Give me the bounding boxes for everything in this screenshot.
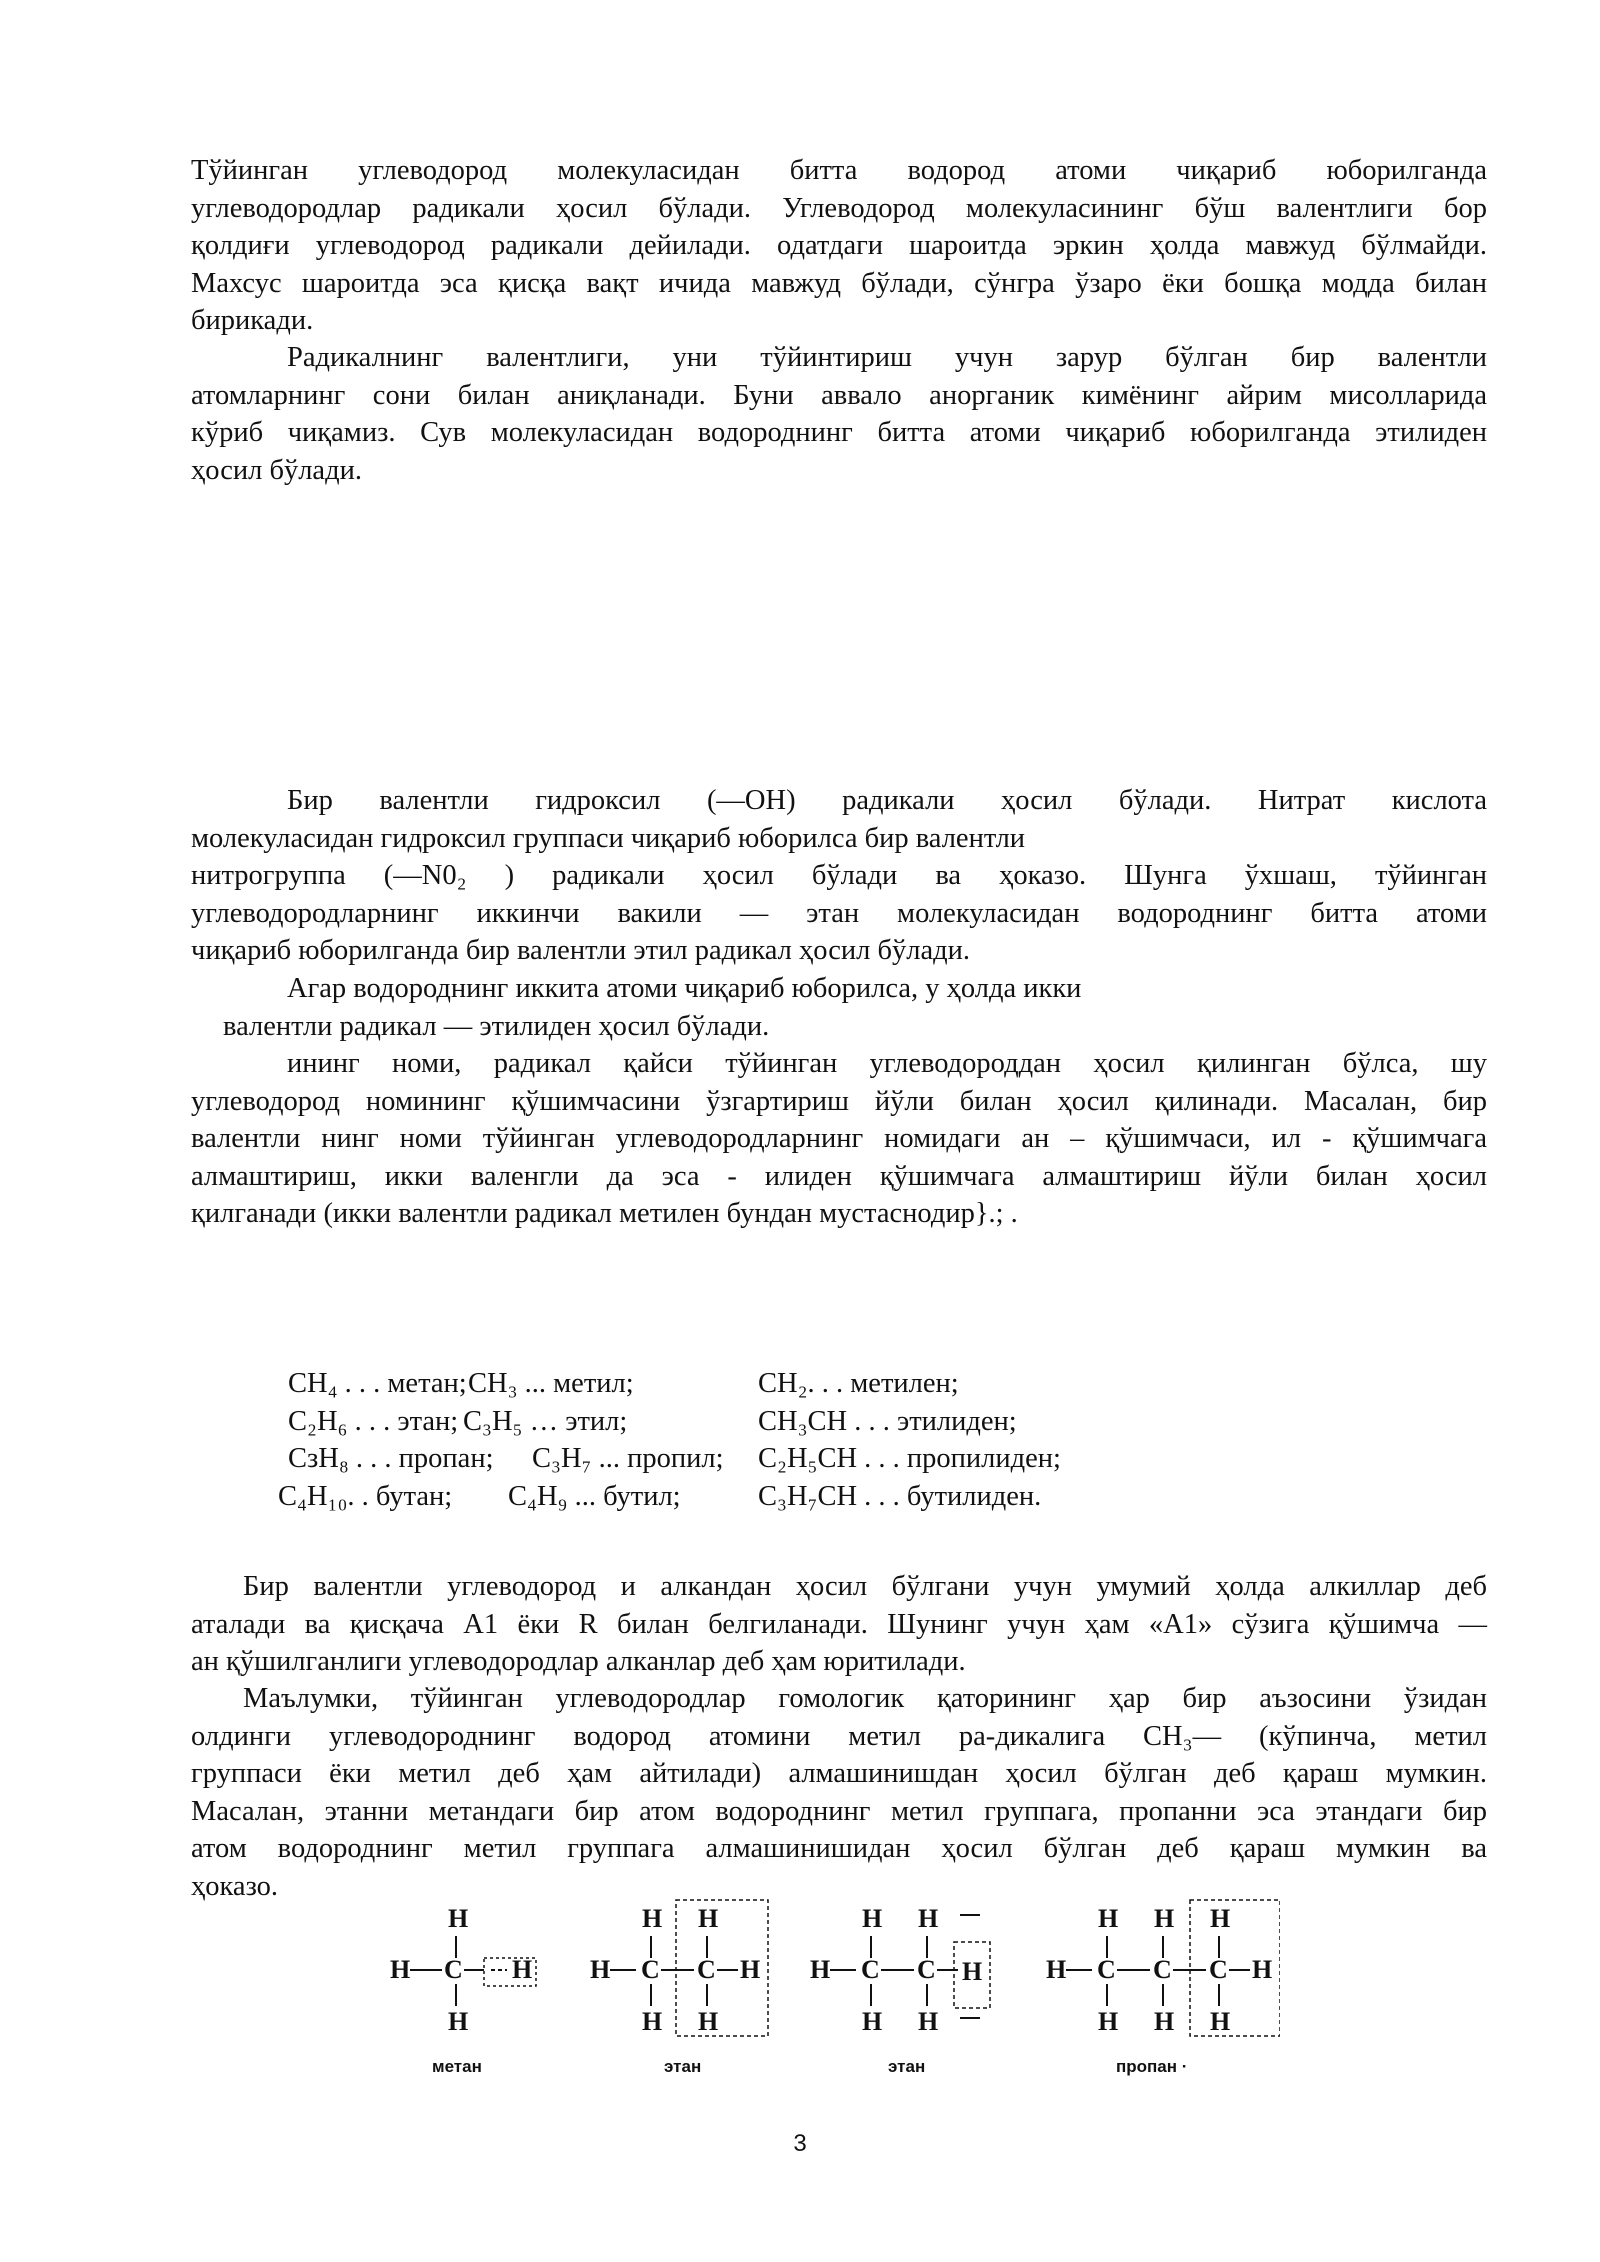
formula-alkane: СН₄ . . . метан;: [288, 1368, 467, 1399]
svg-text:C: C: [917, 1955, 936, 1984]
text-line: Бир валентли гидроксил (—ОН) радикали ҳосил бўлади. Нитрат кислота: [287, 785, 1487, 816]
formula-alkane: С₂Н₆ . . . этан;: [288, 1405, 459, 1437]
svg-text:H: H: [740, 1955, 761, 1984]
paragraph-6: [191, 1568, 1487, 1681]
text-line: қолдиғи углеводород радикали дейилади. одатдаги шароитда эркин ҳолда мавжуд бўлмайди.: [191, 230, 1487, 261]
text-line: олдинги углеводороднинг водород атомини метил ра-дикалига СН₃— (кўпинча, метил: [191, 1720, 1487, 1752]
svg-text:H: H: [1098, 2007, 1119, 2036]
svg-text:H: H: [1154, 2007, 1175, 2036]
formula-diradical: СН₂. . . метилен;: [758, 1368, 959, 1399]
structure-label: метан: [432, 2057, 482, 2076]
page-number: 3: [793, 2130, 807, 2157]
svg-text:H: H: [642, 2007, 663, 2036]
propane-structure: [1046, 1900, 1280, 2036]
formula-radical: С₄Н₉ ... бутил;: [508, 1480, 681, 1512]
formula-alkane: С₄Н₁₀. . бутан;: [278, 1480, 453, 1512]
text-line: атомларнинг сони билан аниқланади. Буни аввало анорганик кимёнинг айрим мисолларида: [191, 379, 1487, 411]
paragraph-5: [191, 1045, 1487, 1233]
text-line: бирикади.: [191, 305, 314, 336]
formula-radical: С₃Н₅ … этил;: [463, 1405, 628, 1437]
text-line: Радикалнинг валентлиги, уни тўйинтириш учун зарур бўлган бир валентли: [287, 342, 1487, 373]
svg-text:H: H: [390, 1955, 411, 1984]
svg-text:H: H: [698, 1904, 719, 1933]
svg-text:C: C: [1153, 1955, 1172, 1984]
svg-text:H: H: [448, 2007, 469, 2036]
structure-label: пропан ·: [1116, 2057, 1188, 2076]
text-line: валентли радикал — этилиден ҳосил бўлади.: [223, 1010, 770, 1042]
svg-text:H: H: [1046, 1955, 1067, 1984]
text-line: алмаштириш, икки валенгли да эса - илиден қўшимчага алмаштириш йўли билан ҳосил: [191, 1160, 1487, 1192]
svg-text:H: H: [1210, 2007, 1231, 2036]
svg-text:C: C: [444, 1955, 463, 1984]
text-line: чиқариб юборилганда бир валентли этил радикал ҳосил бўлади.: [191, 935, 970, 966]
ethane-structure: [810, 1904, 990, 2036]
formula-radical: СН₃ ... метил;: [468, 1368, 634, 1399]
svg-text:C: C: [1209, 1955, 1228, 1984]
text-line: Масалан, этанни метандаги бир атом водороднинг метил группага, пропанни эса этандаги бир: [191, 1795, 1487, 1827]
text-line: углеводородлар радикали ҳосил бўлади. Углеводород молекуласининг бўш валентлиги бор: [191, 192, 1487, 224]
text-line: қилганади (икки валентли радикал метилен бундан мустаснодир}.; .: [191, 1198, 1018, 1229]
formula-diradical: С₃Н₇СН . . . бутилиден.: [758, 1480, 1042, 1512]
structural-formulas-diagram: [380, 1890, 1280, 2080]
text-line: нитрогруппа (—N0₂ ) радикали ҳосил бўлади ва ҳоказо. Шунга ўхшаш, тўйинган: [191, 860, 1487, 891]
svg-text:H: H: [642, 1904, 663, 1933]
svg-text:H: H: [448, 1904, 469, 1933]
text-line: группаси ёки метил деб ҳам айтилади) алмашинишдан ҳосил бўлган деб қараш мумкин.: [191, 1758, 1487, 1789]
text-line: кўриб чиқамиз. Сув молекуласидан водороднинг битта атоми чиқариб юборилганда этилиден: [191, 417, 1487, 448]
paragraph-2: [191, 339, 1487, 489]
text-line: ҳосил бўлади.: [191, 454, 362, 486]
structure-label: этан: [888, 2057, 926, 2076]
svg-text:H: H: [698, 2007, 719, 2036]
paragraph-7: [191, 1680, 1487, 1905]
text-line: молекуласидан гидроксил группаси чиқариб юборилса бир валентли: [191, 822, 1026, 854]
text-line: Тўйинган углеводород молекуласидан битта водород атоми чиқариб юборилганда: [191, 155, 1487, 186]
svg-text:H: H: [590, 1955, 611, 1984]
svg-text:H: H: [1252, 1955, 1273, 1984]
svg-text:H: H: [1210, 1904, 1231, 1933]
svg-text:C: C: [1097, 1955, 1116, 1984]
text-line: углеводород номининг қўшимчасини ўзгартириш йўли билан ҳосил қилинади. Масалан, бир: [191, 1085, 1487, 1117]
svg-text:H: H: [918, 2007, 939, 2036]
text-line: ининг номи, радикал қайси тўйинган углеводороддан ҳосил қилинган бўлса, шу: [287, 1048, 1487, 1079]
text-line: Махсус шароитда эса қисқа вақт ичида мавжуд бўлади, сўнгра ўзаро ёки бошқа модда билан: [191, 267, 1487, 299]
text-line: углеводородларнинг иккинчи вакили — этан молекуласидан водороднинг битта атоми: [191, 897, 1487, 929]
paragraph-4: [191, 970, 1487, 1045]
svg-text:H: H: [962, 1957, 983, 1986]
svg-text:H: H: [918, 1904, 939, 1933]
svg-text:C: C: [697, 1955, 716, 1984]
text-line: атом водороднинг метил группага алмашинишидан ҳосил бўлган деб қараш мумкин ва: [191, 1833, 1487, 1864]
svg-text:C: C: [861, 1955, 880, 1984]
svg-text:C: C: [641, 1955, 660, 1984]
ethane-structure: [590, 1900, 768, 2036]
text-line: валентли нинг номи тўйинган углеводородларнинг номидаги ан – қўшимчаси, ил - қўшимчага: [191, 1123, 1487, 1154]
svg-text:H: H: [1154, 1904, 1175, 1933]
paragraph-1: [191, 152, 1487, 340]
paragraph-3: [191, 782, 1487, 970]
svg-text:H: H: [862, 1904, 883, 1933]
text-line: ҳоказо.: [191, 1870, 279, 1902]
text-line: аталади ва қисқача А1 ёки R билан белгиланади. Шунинг учун ҳам «А1» сўзига қўшимча —: [191, 1608, 1487, 1640]
svg-text:H: H: [512, 1955, 533, 1984]
formula-diradical: С₂Н₅СН . . . пропилиден;: [758, 1443, 1061, 1474]
formula-diradical: СН₃СН . . . этилиден;: [758, 1405, 1017, 1437]
text-line: ан қўшилганлиги углеводородлар алканлар деб ҳам юритилади.: [191, 1646, 966, 1677]
svg-text:H: H: [810, 1955, 831, 1984]
formula-radical: С₃Н₇ ... пропил;: [532, 1443, 724, 1474]
text-line: Маълумки, тўйинган углеводородлар гомологик қаторининг ҳар бир аъзосини ўзидан: [243, 1683, 1487, 1714]
svg-text:H: H: [1098, 1904, 1119, 1933]
text-line: Агар водороднинг иккита атоми чиқариб юборилса, у ҳолда икки: [287, 973, 1082, 1004]
formula-alkane: СзН₈ . . . пропан;: [288, 1443, 494, 1474]
methane-structure: [390, 1904, 536, 2036]
svg-text:H: H: [862, 2007, 883, 2036]
text-line: Бир валентли углеводород и алкандан ҳосил бўлгани учун умумий ҳолда алкиллар деб: [243, 1571, 1487, 1602]
structure-label: этан: [664, 2057, 702, 2076]
